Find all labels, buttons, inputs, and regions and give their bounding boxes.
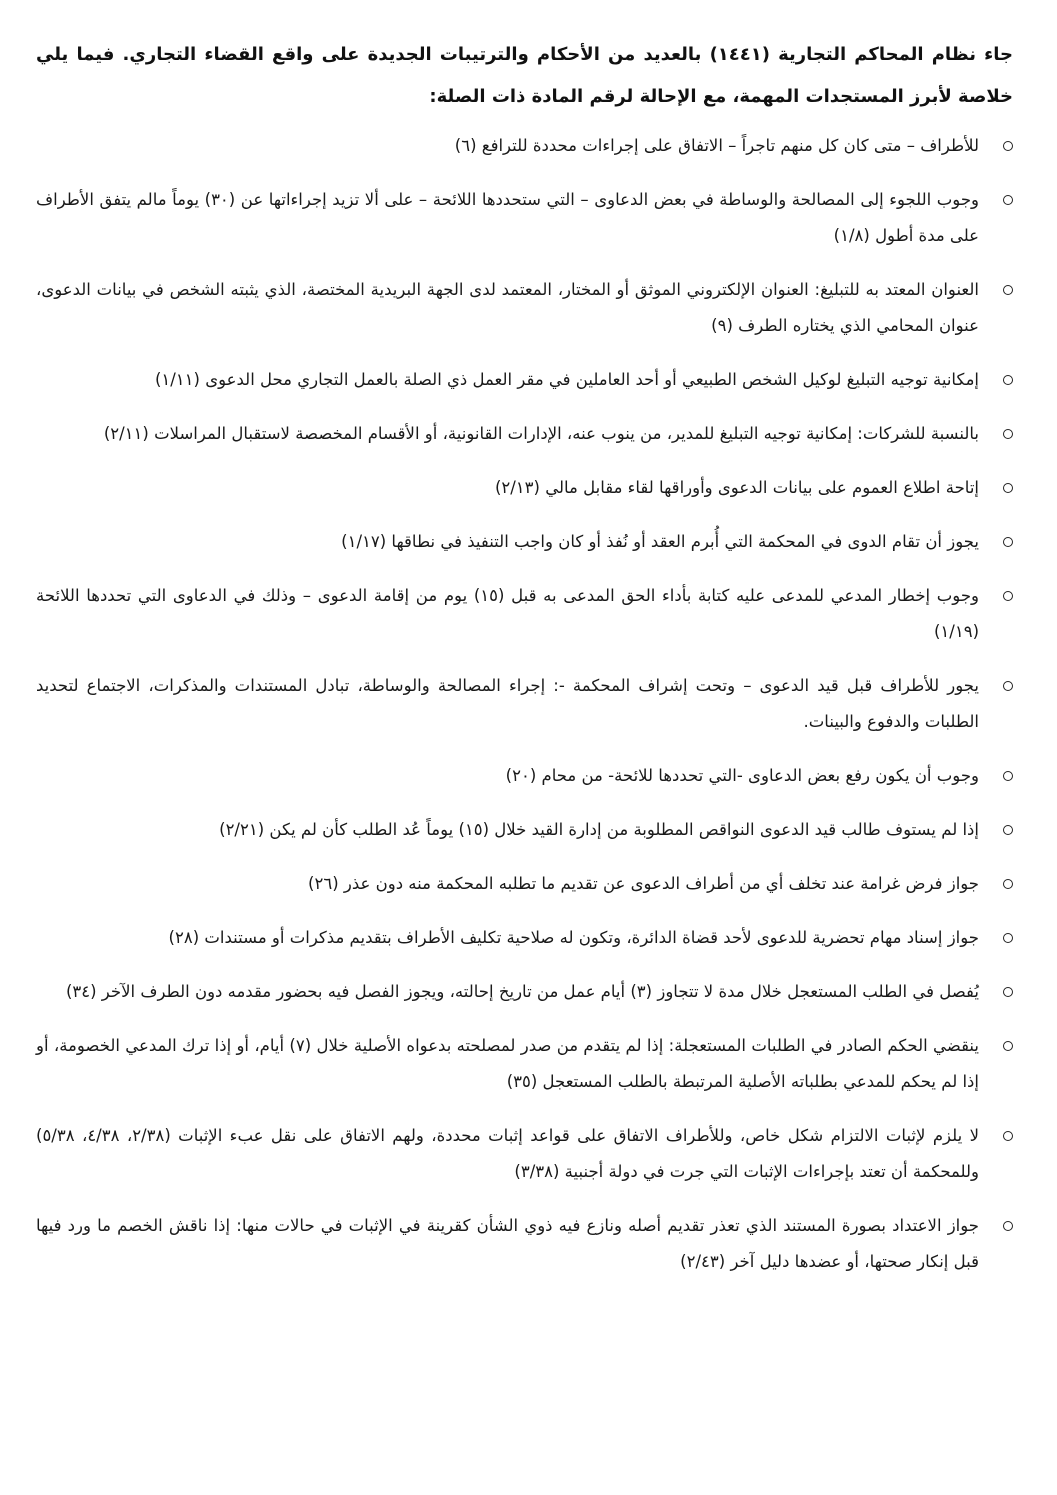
bullet-circle-icon xyxy=(979,362,1013,398)
bullet-circle-icon xyxy=(979,668,1013,704)
list-item xyxy=(36,1028,1013,1100)
bullet-circle-icon xyxy=(979,974,1013,1010)
list-item xyxy=(36,272,1013,344)
list-item xyxy=(36,578,1013,650)
intro-paragraph: جاء نظام المحاكم التجارية (١٤٤١) بالعديد من الأحكام والترتيبات الجديدة على واقع القضاء التجاري. فيما يلي خلاصة لأبرز المستجدات المهمة، مع الإحالة لرقم المادة ذات الصلة: xyxy=(36,44,1014,107)
list-item-text: وجوب إخطار المدعي للمدعى عليه كتابة بأداء الحق المدعى به قبل (١٥) يوم من إقامة الدعوى – وذلك في الدعاوى التي تحددها اللائحة (١/١٩) xyxy=(36,586,979,641)
bullet-circle-icon xyxy=(979,470,1013,506)
list-item-text: للأطراف – متى كان كل منهم تاجراً – الاتفاق على إجراءات محددة للترافع (٦) xyxy=(454,136,979,155)
bullet-circle-icon xyxy=(979,578,1013,614)
list-item xyxy=(36,1118,1013,1190)
list-item-text: جواز فرض غرامة عند تخلف أي من أطراف الدعوى عن تقديم ما تطلبه المحكمة منه دون عذر (٢٦) xyxy=(308,874,979,893)
list-item-text: يجور للأطراف قبل قيد الدعوى – وتحت إشراف المحكمة -: إجراء المصالحة والوساطة، تبادل المستندات والمذكرات، الاجتماع لتحديد الطلبات والدفوع والبينات. xyxy=(36,676,979,731)
bullet-circle-icon xyxy=(979,1208,1013,1244)
list-item-text: وجوب اللجوء إلى المصالحة والوساطة في بعض الدعاوى – التي ستحددها اللائحة – على ألا تزيد إجراءاتها عن (٣٠) يوماً مالم يتفق الأطراف على مدة أطول (١/٨) xyxy=(36,190,979,245)
bullet-circle-icon xyxy=(979,1118,1013,1154)
list-item-text: إمكانية توجيه التبليغ لوكيل الشخص الطبيعي أو أحد العاملين في مقر العمل ذي الصلة بالعمل التجاري محل الدعوى (١/١١) xyxy=(154,370,979,389)
list-item-text: يُفصل في الطلب المستعجل خلال مدة لا تتجاوز (٣) أيام عمل من تاريخ إحالته، ويجوز الفصل فيه بحضور مقدمه دون الطرف الآخر (٣٤) xyxy=(65,982,979,1001)
list-item xyxy=(36,1208,1013,1280)
list-item xyxy=(36,470,1013,506)
bullet-circle-icon xyxy=(979,524,1013,560)
list-item-text: وجوب أن يكون رفع بعض الدعاوى -التي تحددها للائحة- من محام (٢٠) xyxy=(505,766,979,785)
bullet-circle-icon xyxy=(979,866,1013,902)
list-item-text: بالنسبة للشركات: إمكانية توجيه التبليغ للمدير، من ينوب عنه، الإدارات القانونية، أو الأقسام المخصصة لاستقبال المراسلات (٢/١١) xyxy=(103,424,979,443)
list-item-text: العنوان المعتد به للتبليغ: العنوان الإلكتروني الموثق أو المختار، المعتمد لدى الجهة البريدية المختصة، الذي يثبته الشخص في بيانات الدعوى، عنوان المحامي الذي يختاره الطرف (٩) xyxy=(36,280,979,335)
list-item xyxy=(36,812,1013,848)
bullet-circle-icon xyxy=(979,182,1013,218)
list-item xyxy=(36,668,1013,740)
provisions-list xyxy=(36,128,1013,1280)
bullet-circle-icon xyxy=(979,128,1013,164)
list-item-text: ينقضي الحكم الصادر في الطلبات المستعجلة: إذا لم يتقدم من صدر لمصلحته بدعواه الأصلية خلال (٧) أيام، أو إذا ترك المدعي الخصومة، أو إذا لم يحكم للمدعي بطلباته الأصلية المرتبطة بالطلب المستعجل (٣٥) xyxy=(36,1036,979,1091)
list-item-text: جواز الاعتداد بصورة المستند الذي تعذر تقديم أصله ونازع فيه ذوي الشأن كقرينة في الإثبات في حالات منها: إذا ناقش الخصم ما ورد فيها قبل إنكار صحتها، أو عضدها دليل آخر (٢/٤٣) xyxy=(36,1216,979,1271)
list-item-text: إذا لم يستوف طالب قيد الدعوى النواقص المطلوبة من إدارة القيد خلال (١٥) يوماً عُد الطلب كأن لم يكن (٢/٢١) xyxy=(219,820,979,839)
bullet-circle-icon xyxy=(979,920,1013,956)
list-item-text: يجوز أن تقام الدوى في المحكمة التي أُبرم العقد أو نُفذ أو كان واجب التنفيذ في نطاقها (١/١٧) xyxy=(341,532,979,551)
list-item-text: إتاحة اطلاع العموم على بيانات الدعوى وأوراقها لقاء مقابل مالي (٢/١٣) xyxy=(494,478,979,497)
list-item-text: جواز إسناد مهام تحضرية للدعوى لأحد قضاة الدائرة، وتكون له صلاحية تكليف الأطراف بتقديم مذكرات أو مستندات (٢٨) xyxy=(168,928,979,947)
bullet-circle-icon xyxy=(979,812,1013,848)
list-item xyxy=(36,416,1013,452)
list-item-text: لا يلزم لإثبات الالتزام شكل خاص، وللأطراف الاتفاق على قواعد إثبات محددة، ولهم الاتفاق على نقل عبء الإثبات (٢/٣٨، ٤/٣٨، ٥/٣٨) وللمحكمة أن تعتد بإجراءات الإثبات التي جرت في دولة أجنبية (٣/٣٨) xyxy=(36,1126,979,1181)
list-item xyxy=(36,128,1013,164)
list-item xyxy=(36,362,1013,398)
list-item xyxy=(36,758,1013,794)
bullet-circle-icon xyxy=(979,1028,1013,1064)
bullet-circle-icon xyxy=(979,272,1013,308)
list-item xyxy=(36,920,1013,956)
bullet-circle-icon xyxy=(979,416,1013,452)
list-item xyxy=(36,974,1013,1010)
bullet-circle-icon xyxy=(979,758,1013,794)
list-item xyxy=(36,866,1013,902)
list-item xyxy=(36,182,1013,254)
list-item xyxy=(36,524,1013,560)
